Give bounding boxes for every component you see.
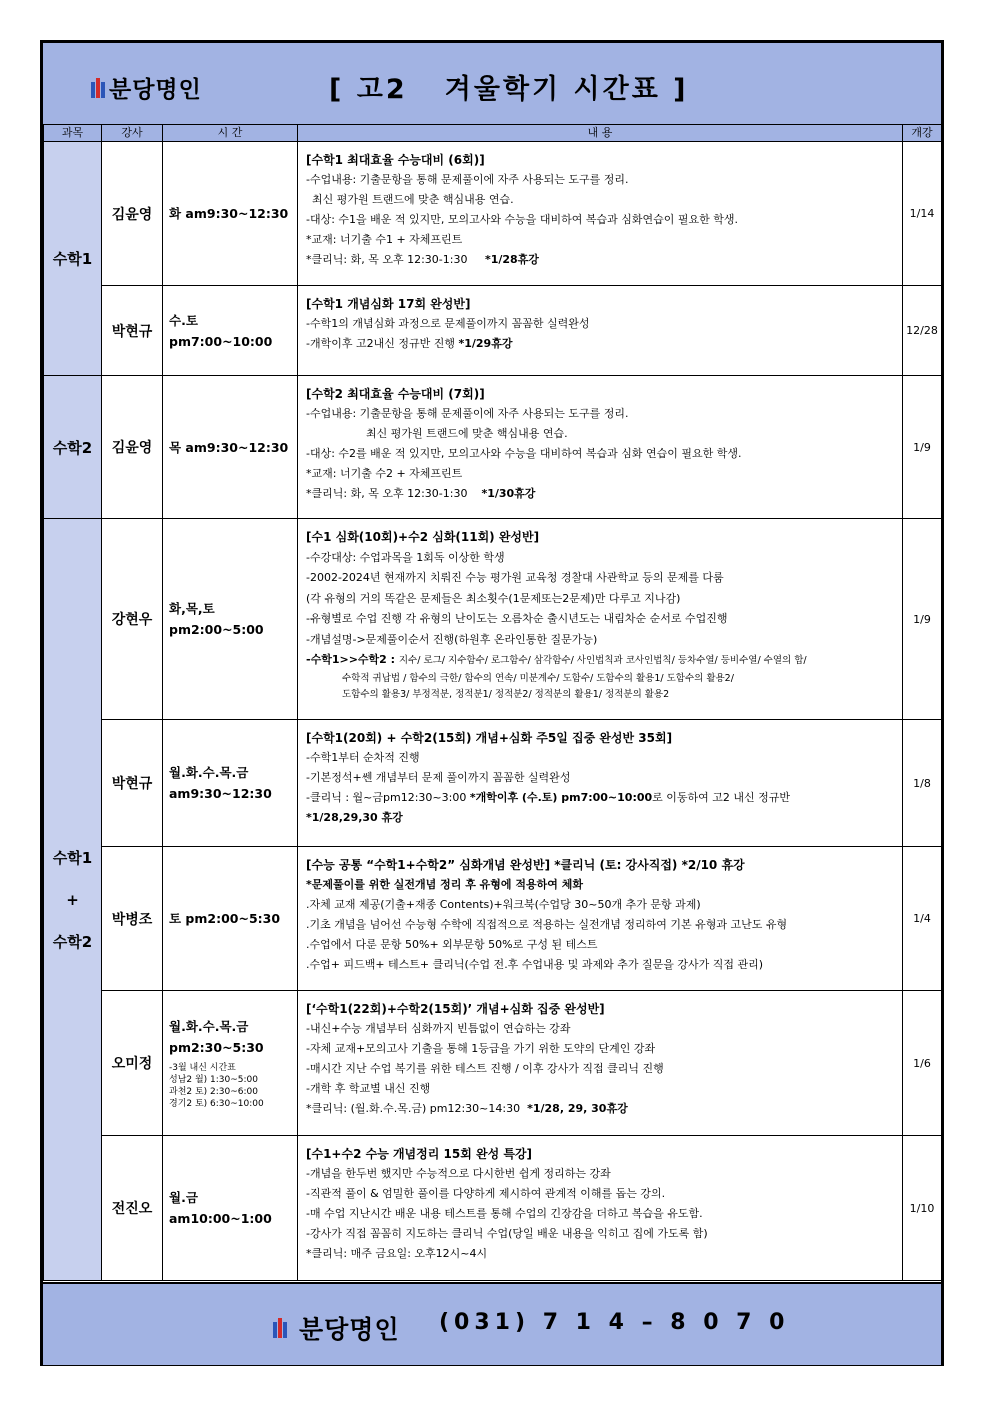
- time-cell: [163, 720, 298, 847]
- content-line: -매시간 지난 수업 복기를 위한 테스트 진행 / 이후 강사가 직접 클리닉 진행: [306, 1062, 664, 1075]
- time-cell: [163, 991, 298, 1136]
- content-line: -수업내용: 기출문항을 통해 문제풀이에 자주 사용되는 도구를 정리.: [306, 173, 629, 186]
- sequence-label: -수학1>>수학2 :: [306, 653, 399, 666]
- course-heading: [수학1 최대효율 수능대비 (6회)]: [306, 153, 485, 167]
- content-line: -수강대상: 수업과목을 1회독 이상한 학생: [306, 550, 505, 564]
- content-line: -대상: 수2를 배운 적 있지만, 모의고사와 수능을 대비하여 복습과 심화 연습이 필요한 학생.: [306, 447, 742, 460]
- content-line: -유형별로 수업 진행 각 유형의 난이도는 오름차순 출시년도는 내림차순 순서로 수업진행: [306, 612, 728, 625]
- col-header-teacher: 강사: [102, 125, 163, 142]
- teacher-cell: 오미정: [102, 991, 163, 1136]
- timetable-sheet: [40, 40, 944, 1366]
- start-date-cell: 12/28: [903, 286, 942, 376]
- subject-cell: 수학2: [44, 376, 102, 519]
- table-row: [44, 142, 942, 286]
- content-cell: [298, 519, 903, 720]
- footer-banner: [43, 1282, 941, 1365]
- content-line: .기초 개념을 넘어선 수능형 수학에 직접적으로 적용하는 실전개념 정리하여 기본 유형과 고난도 유형: [306, 918, 788, 931]
- time-cell: 수.토 pm7:00~10:00: [163, 286, 298, 376]
- content-line: -대상: 수1을 배운 적 있지만, 모의고사와 수능을 대비하여 복습과 심화연습이 필요한 학생.: [306, 213, 739, 226]
- holiday-note: *1/29휴강: [458, 337, 513, 350]
- time-line: 월.화.수.목.금: [169, 765, 249, 780]
- col-header-content: 내 용: [298, 125, 903, 142]
- content-line: -개학 후 학교별 내신 진행: [306, 1082, 431, 1095]
- header-brand-name: 분당명인: [109, 77, 202, 103]
- content-line: -수학1의 개념심화 과정으로 문제풀이까지 꼼꼼한 실력완성: [306, 317, 590, 330]
- start-date-cell: 1/9: [903, 519, 942, 720]
- content-line: *교재: 너기출 수2 + 자체프린트: [306, 467, 463, 480]
- teacher-cell: 박병조: [102, 847, 163, 991]
- content-line: *문제풀이를 위한 실전개념 정리 후 유형에 적용하여 체화: [306, 878, 583, 891]
- content-line: -매 수업 지난시간 배운 내용 테스트를 통해 수업의 긴장감을 더하고 복습을 유도함.: [306, 1207, 703, 1220]
- time-line: am9:30~12:30: [169, 786, 272, 801]
- content-line: -강사가 직접 꼼꼼히 지도하는 클리닉 수업(당일 배운 내용을 익히고 집에 가도록 함): [306, 1227, 708, 1240]
- start-date-cell: 1/9: [903, 376, 942, 519]
- table-row: [44, 286, 942, 376]
- clinic-text: -클리닉 : 월~금pm12:30~3:00: [306, 791, 470, 804]
- content-line: -2002-2024년 현재까지 치뤄진 수능 평가원 교육청 경찰대 사관학교 등의 문제를 다룸: [306, 571, 724, 584]
- course-heading: [수학1(20회) + 수학2(15회) 개념+심화 주5일 집중 완성반 35회]: [306, 731, 673, 745]
- start-date-cell: 1/10: [903, 1136, 942, 1281]
- teacher-cell: 김윤영: [102, 142, 163, 286]
- content-line: .수업에서 다룬 문항 50%+ 외부문항 50%로 구성 된 테스트: [306, 938, 598, 951]
- content-cell: [298, 376, 903, 519]
- subject-line: 수학2: [52, 932, 93, 951]
- clinic-rest: 로 이동하여 고2 내신 정규반: [652, 791, 791, 804]
- content-line: .자체 교재 제공(기출+재종 Contents)+워크북(수업당 30~50개 추가 문항 과제): [306, 898, 701, 911]
- start-date-cell: 1/6: [903, 991, 942, 1136]
- content-cell: [298, 1136, 903, 1281]
- content-cell: [298, 142, 903, 286]
- table-row: [44, 847, 942, 991]
- time-note: -3월 내신 시간표: [169, 1063, 236, 1073]
- content-line: [306, 1099, 896, 1119]
- teacher-cell: 박현규: [102, 720, 163, 847]
- clinic-text: *클리닉: (월.화.수.목.금) pm12:30~14:30: [306, 1102, 521, 1115]
- content-line: 도함수의 활용3/ 부정적분, 정적분1/ 정적분2/ 정적분의 활용1/ 정적분의 활용2: [342, 688, 670, 700]
- time-cell: 화 am9:30~12:30: [163, 142, 298, 286]
- content-cell: [298, 720, 903, 847]
- time-line: pm2:30~5:30: [169, 1040, 264, 1055]
- content-line: -내신+수능 개념부터 심화까지 빈틈없이 연습하는 강좌: [306, 1022, 571, 1035]
- sequence-text: 지수/ 로그/ 지수함수/ 로그함수/ 삼각함수/ 사인법칙과 코사인법칙/ 등차수열/ 등비수열/ 수열의 합/: [398, 655, 807, 666]
- course-heading: [수학2 최대효율 수능대비 (7회)]: [306, 387, 485, 401]
- time-note: 과천2 토) 2:30~6:00: [169, 1087, 259, 1097]
- course-heading: [수1 심화(10회)+수2 심화(11회) 완성반]: [306, 530, 540, 544]
- time-cell: 목 am9:30~12:30: [163, 376, 298, 519]
- content-line: (각 유형의 거의 똑같은 문제들은 최소횟수(1문제또는2문제)만 다루고 지나감): [306, 591, 681, 605]
- footer-logo: [273, 1310, 400, 1346]
- footer-brand-name: 분당명인: [299, 1315, 400, 1344]
- content-line: -수업내용: 기출문항을 통해 문제풀이에 자주 사용되는 도구를 정리.: [306, 407, 629, 420]
- teacher-cell: 강현우: [102, 519, 163, 720]
- content-line: -기본정석+쎈 개념부터 문제 풀이까지 꼼꼼한 실력완성: [306, 771, 571, 784]
- content-cell: [298, 286, 903, 376]
- content-line: [306, 650, 896, 671]
- clinic-note: *개학이후 (수.토) pm7:00~10:00: [469, 791, 653, 804]
- teacher-cell: 박현규: [102, 286, 163, 376]
- teacher-cell: 김윤영: [102, 376, 163, 519]
- content-line: 최신 평가원 트랜드에 맞춘 핵심내용 연습.: [366, 427, 568, 440]
- table-row: [44, 1136, 942, 1281]
- time-note: 경기2 토) 6:30~10:00: [169, 1099, 264, 1109]
- content-line: *교재: 너기출 수1 + 자체프린트: [306, 233, 463, 246]
- content-line: -자체 교재+모의고사 기출을 통해 1등급을 가기 위한 도약의 단계인 강좌: [306, 1042, 656, 1055]
- content-line: [306, 484, 896, 504]
- content-cell: [298, 991, 903, 1136]
- content-line: *클리닉: 매주 금요일: 오후12시~4시: [306, 1247, 488, 1260]
- time-note: 성남2 월) 1:30~5:00: [169, 1075, 259, 1085]
- teacher-cell: 전진오: [102, 1136, 163, 1281]
- start-date-cell: 1/14: [903, 142, 942, 286]
- start-date-cell: 1/8: [903, 720, 942, 847]
- time-line: pm2:00~5:00: [169, 622, 264, 637]
- col-header-start: 개강: [903, 125, 942, 142]
- header-logo: [91, 71, 202, 104]
- schedule-table: [43, 124, 942, 1281]
- subject-line: +: [66, 890, 79, 909]
- content-line: -수학1부터 순차적 진행: [306, 751, 420, 764]
- content-line: -개념설명->문제풀이순서 진행(하원후 온라인통한 질문가능): [306, 632, 598, 646]
- time-line: 월.화.수.목.금: [169, 1019, 249, 1034]
- content-line: .수업+ 피드백+ 테스트+ 클리닉(수업 전.후 수업내용 및 과제와 추가 질문을 강사가 직접 관리): [306, 958, 764, 971]
- time-cell: 토 pm2:00~5:30: [163, 847, 298, 991]
- content-cell: [298, 847, 903, 991]
- course-heading: [수학1 개념심화 17회 완성반]: [306, 297, 471, 311]
- page-title: [ 고2 겨울학기 시간표 ]: [329, 74, 689, 105]
- subject-cell-combined: [44, 519, 102, 1281]
- table-row: [44, 519, 942, 720]
- header-banner: [43, 43, 941, 126]
- column-header-row: [44, 125, 942, 142]
- content-line: 최신 평가원 트랜드에 맞춘 핵심내용 연습.: [312, 193, 514, 206]
- content-line: 수학적 귀납법 / 함수의 극한/ 함수의 연속/ 미분계수/ 도함수/ 도함수의 활용1/ 도함수의 활용2/: [342, 672, 734, 684]
- content-line: -직관적 풀이 & 엄밀한 풀이를 다양하게 제시하여 관계적 이해를 돕는 강의.: [306, 1187, 666, 1200]
- clinic-text: *클리닉: 화, 목 오후 12:30-1:30: [306, 253, 468, 266]
- table-row: [44, 376, 942, 519]
- brand-logo-icon: [273, 1318, 287, 1338]
- subject-line: 수학1: [52, 848, 93, 867]
- holiday-note: *1/28,29,30 휴강: [306, 811, 403, 824]
- content-line: -개념을 한두번 했지만 수능적으로 다시한번 쉽게 정리하는 강좌: [306, 1167, 611, 1180]
- time-line: 화,목,토: [169, 601, 215, 616]
- time-cell: [163, 519, 298, 720]
- content-line: [306, 788, 896, 808]
- table-row: [44, 991, 942, 1136]
- holiday-note: *1/28휴강: [484, 253, 539, 266]
- clinic-text: *클리닉: 화, 목 오후 12:30-1:30: [306, 487, 468, 500]
- course-heading: [‘수학1(22회)+수학2(15회)’ 개념+심화 집중 완성반]: [306, 1002, 605, 1016]
- brand-logo-icon: [91, 78, 105, 98]
- col-header-time: 시 간: [163, 125, 298, 142]
- holiday-note: *1/28, 29, 30휴강: [527, 1102, 628, 1115]
- start-date-cell: 1/4: [903, 847, 942, 991]
- col-header-subject: 과목: [44, 125, 102, 142]
- content-text: -개학이후 고2내신 정규반 진행: [306, 337, 455, 350]
- content-line: [306, 334, 896, 354]
- phone-number[interactable]: (031) 7 1 4 – 8 0 7 0: [439, 1310, 790, 1335]
- course-heading: [수1+수2 수능 개념정리 15회 완성 특강]: [306, 1147, 533, 1161]
- course-heading: [수능 공통 “수학1+수학2” 심화개념 완성반] *클리닉 (토: 강사직접) *2/10 휴강: [306, 858, 745, 872]
- subject-cell: 수학1: [44, 142, 102, 376]
- holiday-note: *1/30휴강: [481, 487, 536, 500]
- time-cell: 월.금 am10:00~1:00: [163, 1136, 298, 1281]
- content-line: [306, 250, 896, 270]
- table-row: [44, 720, 942, 847]
